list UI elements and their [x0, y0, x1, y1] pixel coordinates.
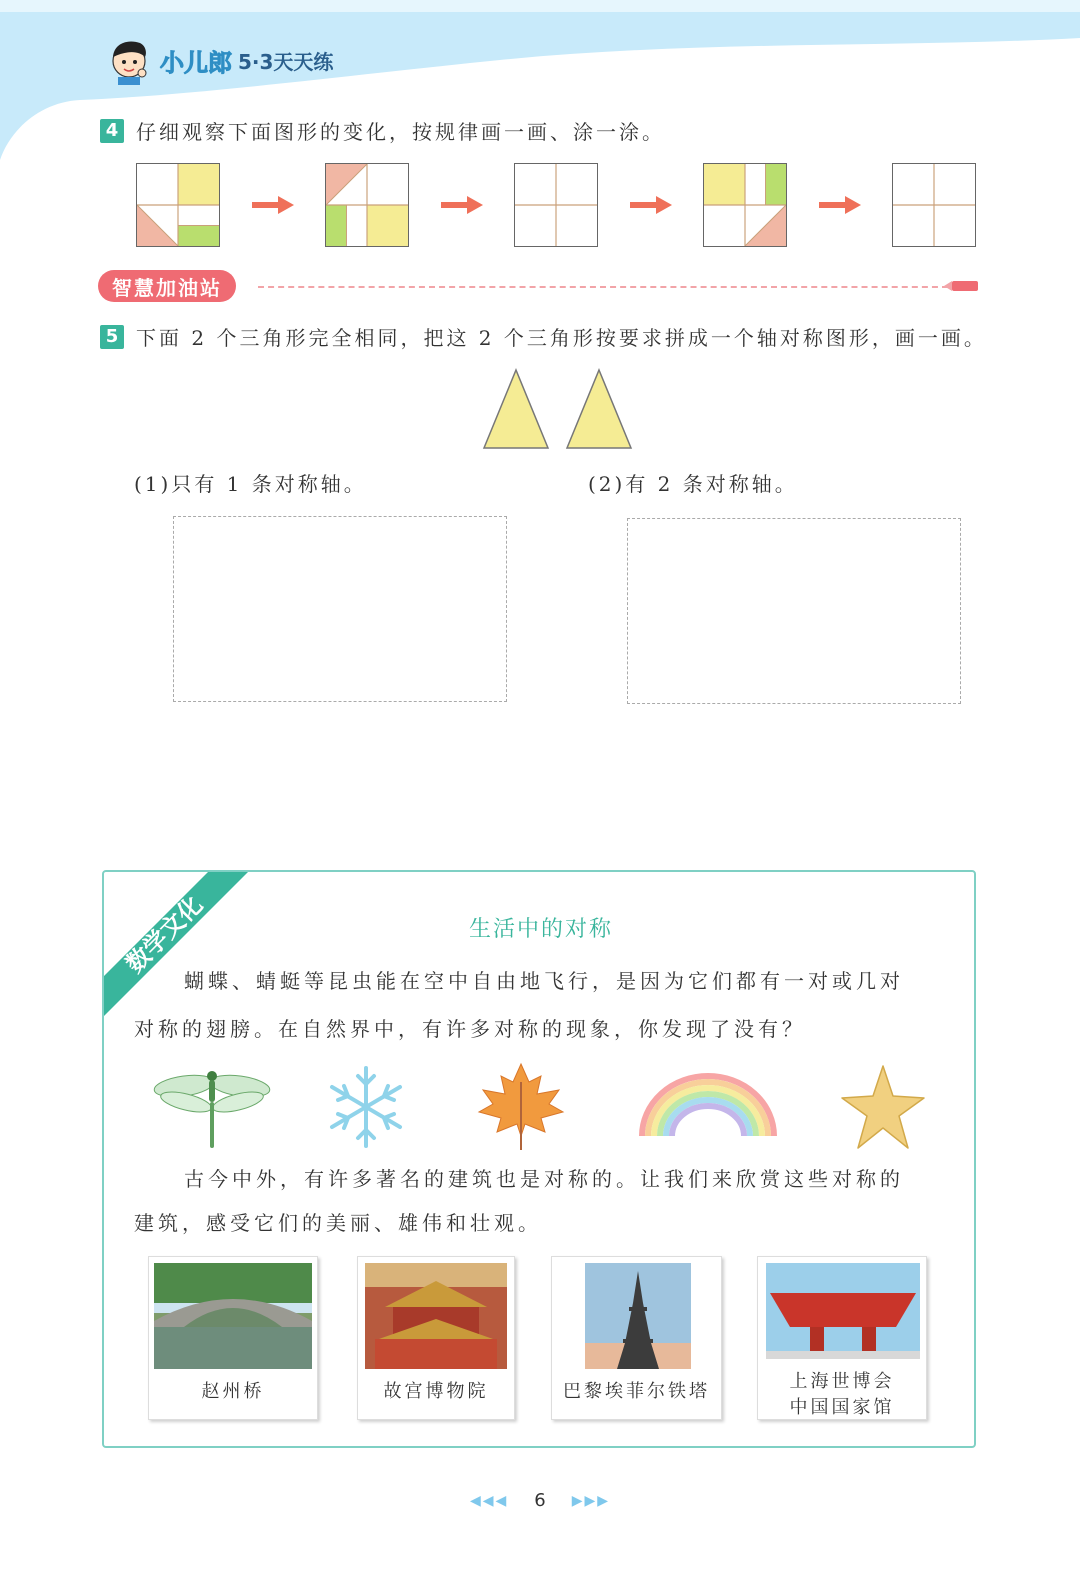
maple-leaf-icon — [475, 1062, 567, 1152]
ribbon-label: 数学文化 — [120, 890, 209, 979]
right-triangles-icon: ▶▶▶ — [571, 1492, 611, 1509]
mascot-boy-icon — [106, 35, 152, 85]
triangles-figure — [482, 368, 634, 450]
brand-subtitle: 5·3天天练 — [238, 49, 334, 74]
pencil-icon — [944, 280, 982, 292]
question-text: 仔细观察下面图形的变化，按规律画一画、涂一涂。 — [136, 120, 665, 144]
paragraph-2-line-1: 古今中外，有许多著名的建筑也是对称的。让我们来欣赏这些对称的 — [184, 1167, 904, 1191]
drawing-area-2[interactable] — [627, 518, 961, 704]
pattern-sequence — [136, 163, 981, 251]
left-triangles-icon: ◀◀◀ — [469, 1492, 509, 1509]
page-number: 6 — [534, 1490, 546, 1511]
arrow-right-icon — [819, 195, 861, 215]
question-4 — [100, 116, 665, 145]
pattern-square-3-blank[interactable] — [514, 163, 598, 247]
arrow-right-icon — [252, 195, 294, 215]
pattern-square-1 — [136, 163, 220, 247]
starfish-icon — [840, 1062, 926, 1152]
building-card-eiffel-tower — [551, 1256, 722, 1420]
page-footer — [0, 1490, 1080, 1511]
brand-logo: 小儿郎 — [160, 48, 232, 77]
question-5 — [100, 322, 987, 351]
pattern-square-5-blank[interactable] — [892, 163, 976, 247]
question-number: 5 — [100, 325, 124, 349]
paragraph-2-line-2: 建筑，感受它们的美丽、雄伟和壮观。 — [134, 1211, 542, 1235]
building-caption: 赵州桥 — [201, 1381, 265, 1402]
building-card-zhaozhou-bridge — [148, 1256, 318, 1420]
dragonfly-icon — [152, 1062, 272, 1152]
building-card-china-pavilion — [757, 1256, 927, 1420]
china-pavilion-photo — [766, 1263, 920, 1359]
building-card-palace-museum — [357, 1256, 515, 1420]
question-text: 下面 2 个三角形完全相同，把这 2 个三角形按要求拼成一个轴对称图形，画一画。 — [136, 326, 987, 350]
building-caption: 巴黎埃菲尔铁塔 — [563, 1381, 710, 1402]
sub-question-2: (2)有 2 条对称轴。 — [588, 472, 798, 496]
arrow-right-icon — [630, 195, 672, 215]
paragraph-1-line-1: 蝴蝶、蜻蜓等昆虫能在空中自由地飞行，是因为它们都有一对或几对 — [184, 969, 904, 993]
rainbow-icon — [636, 1062, 780, 1152]
palace-museum-photo — [365, 1263, 507, 1369]
culture-title: 生活中的对称 — [468, 917, 613, 942]
zhaozhou-bridge-photo — [154, 1263, 312, 1369]
brand — [106, 30, 333, 90]
building-caption-line-1: 上海世博会 — [789, 1371, 895, 1392]
paragraph-1-line-2: 对称的翅膀。在自然界中，有许多对称的现象，你发现了没有？ — [134, 1017, 806, 1041]
drawing-area-1[interactable] — [173, 516, 507, 702]
question-number: 4 — [100, 119, 124, 143]
pattern-square-4 — [703, 163, 787, 247]
snowflake-icon — [326, 1062, 406, 1152]
eiffel-tower-photo — [585, 1263, 691, 1369]
sub-question-1: (1)只有 1 条对称轴。 — [134, 472, 367, 496]
building-caption-line-2: 中国国家馆 — [789, 1397, 895, 1418]
banner-divider — [258, 286, 948, 288]
building-caption: 故宫博物院 — [383, 1381, 489, 1402]
pattern-square-2 — [325, 163, 409, 247]
section-banner: 智慧加油站 — [98, 270, 236, 302]
arrow-right-icon — [441, 195, 483, 215]
